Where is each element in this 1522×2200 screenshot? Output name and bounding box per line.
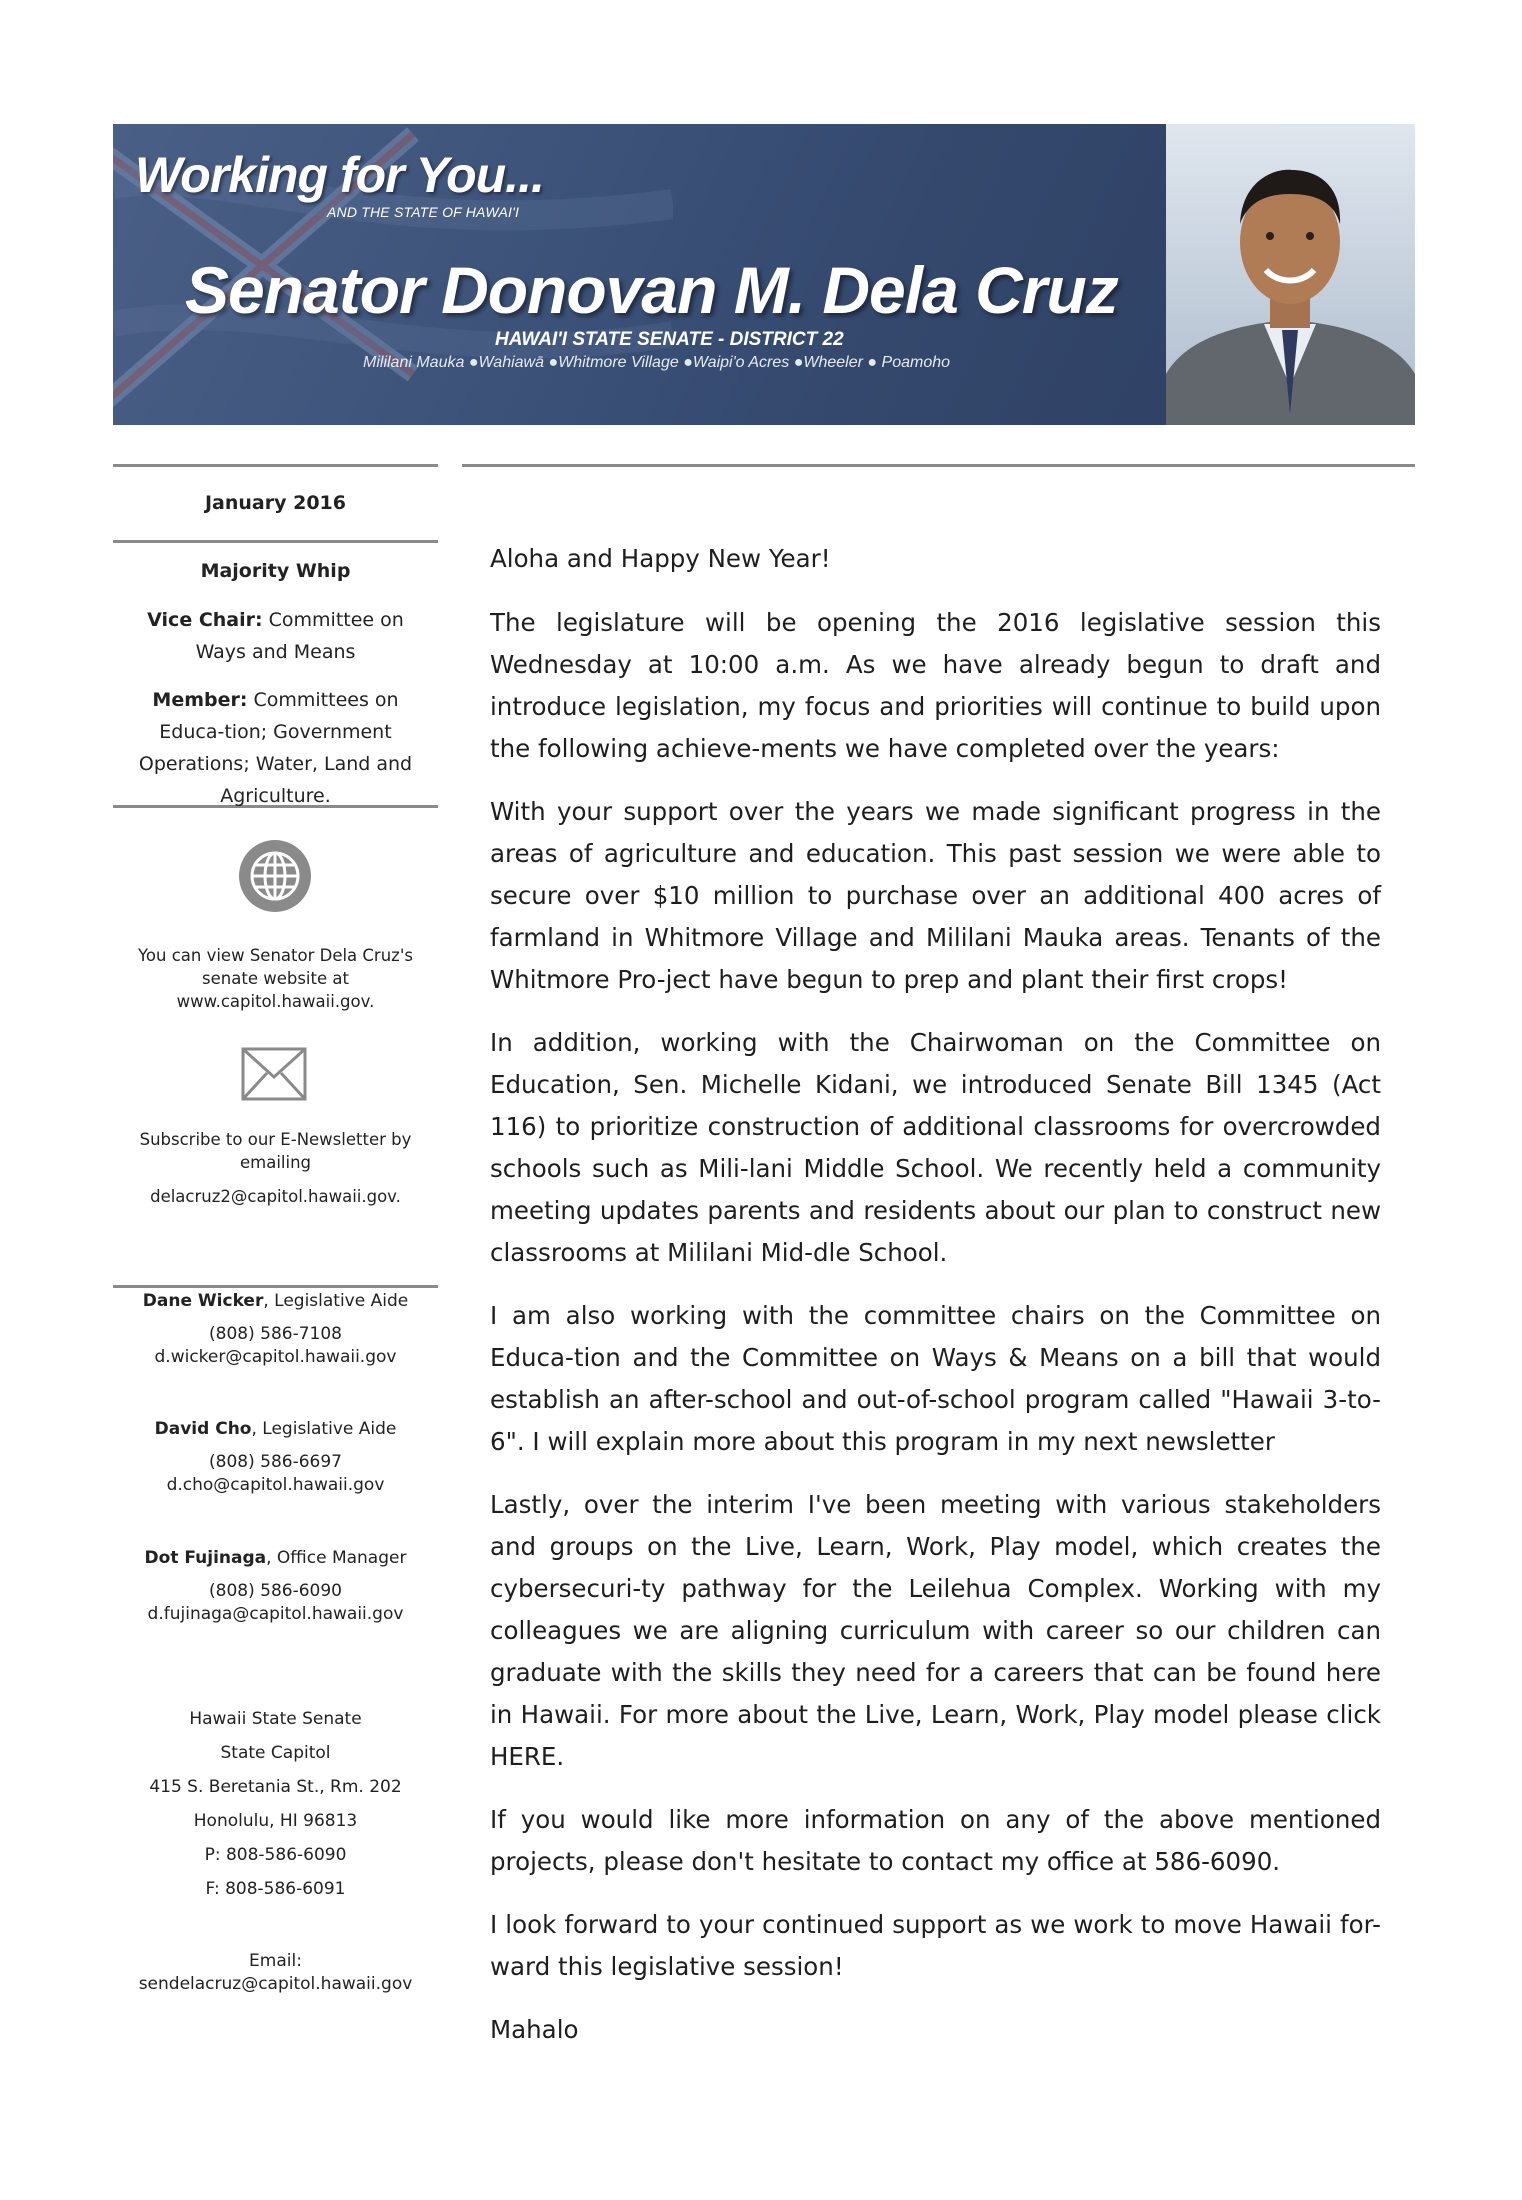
paragraph: The legislature will be opening the 2016 legislative session this Wednesday at 10:00 a.m. As we have already begun to draft and introduce legislation, my focus and priorities will continue to build upon the following achieve-ments we have completed over the years: <box>490 608 1381 763</box>
vice-chair-text: Committee on Ways and Means <box>195 609 404 663</box>
staff-email[interactable]: d.fujinaga@capitol.hawaii.gov <box>147 1604 404 1624</box>
subscribe-note <box>113 1128 438 1208</box>
member-text: Committees on Educa-tion; Government Operations; Water, Land and Agriculture. <box>138 689 413 807</box>
address-line: Honolulu, HI 96813 <box>193 1811 358 1831</box>
website-note <box>113 944 438 1013</box>
sidebar-rule-4 <box>113 1285 438 1288</box>
mail-icon <box>241 1047 307 1101</box>
staff-phone: (808) 586-7108 <box>209 1324 342 1344</box>
main-top-rule <box>462 464 1415 467</box>
address-line: State Capitol <box>220 1743 331 1763</box>
website-line-2: senate website at <box>202 969 349 988</box>
office-email <box>113 1950 438 1996</box>
paragraph: Lastly, over the interim I've been meeting with various stakeholders and groups on the Live, Learn, Work, Play model, which creates the cybersecuri-ty pathway for the Leilehua Complex. Working with my colleagues we are aligning curriculum with career so our children can graduate with the skills they need for a careers that can be found here in Hawaii. For more about the Live, Learn, Work, Play model please click HERE. <box>490 1490 1381 1771</box>
sign-off: Mahalo <box>490 2015 579 2044</box>
office-phone: P: 808-586-6090 <box>204 1845 347 1865</box>
sidebar-rule-2 <box>113 540 438 543</box>
staff-email[interactable]: d.wicker@capitol.hawaii.gov <box>154 1347 397 1367</box>
district-label: HAWAI'I STATE SENATE - DISTRICT 22 <box>495 329 844 350</box>
office-fax: F: 808-586-6091 <box>205 1879 346 1899</box>
greeting: Aloha and Happy New Year! <box>490 544 831 573</box>
website-line-1: You can view Senator Dela Cruz's <box>138 946 413 965</box>
role-title: Majority Whip <box>200 560 351 582</box>
staff-role: , Legislative Aide <box>263 1291 409 1311</box>
office-email-link[interactable]: sendelacruz@capitol.hawaii.gov <box>138 1974 413 1994</box>
staff-contact <box>113 1290 438 1369</box>
subscribe-line-2: emailing <box>239 1153 312 1172</box>
paragraph: With your support over the years we made significant progress in the areas of agriculture and education. This past session we were able to secure over $10 million to purchase over an additional 400 acres of farmland in Whitmore Village and Mililani Mauka areas. Tenants of the Whitmore Pro-ject have begun to prep and plant their first crops! <box>490 797 1381 994</box>
staff-phone: (808) 586-6697 <box>209 1452 342 1472</box>
staff-email[interactable]: d.cho@capitol.hawaii.gov <box>166 1475 385 1495</box>
staff-role: , Legislative Aide <box>251 1419 397 1439</box>
staff-contact <box>113 1547 438 1626</box>
staff-phone: (808) 586-6090 <box>209 1581 342 1601</box>
staff-name: David Cho <box>154 1419 252 1439</box>
globe-icon <box>238 839 312 913</box>
sidebar-top-rule <box>113 464 438 467</box>
subscribe-email-link[interactable]: delacruz2@capitol.hawaii.gov. <box>150 1187 401 1206</box>
office-address <box>113 1702 438 1906</box>
member-label: Member: <box>152 689 248 711</box>
paragraph: I look forward to your continued support as we work to move Hawaii for-ward this legislative session! <box>490 1910 1381 1981</box>
paragraph: I am also working with the committee chairs on the Committee on Educa-tion and the Committee on Ways & Means on a bill that would establish an after-school and out-of-school program called "Hawaii 3-to-6". I will explain more about this program in my next newsletter <box>490 1301 1381 1456</box>
paragraph: If you would like more information on any of the above mentioned projects, please don't hesitate to contact my office at 586-6090. <box>490 1805 1381 1876</box>
tagline-subtitle: AND THE STATE OF HAWAI'I <box>327 204 520 220</box>
vice-chair-info <box>123 604 428 668</box>
staff-role: , Office Manager <box>266 1548 407 1568</box>
staff-name: Dane Wicker <box>142 1291 264 1311</box>
vice-chair-label: Vice Chair: <box>147 609 263 631</box>
website-link[interactable]: www.capitol.hawaii.gov. <box>176 992 375 1011</box>
email-label: Email: <box>249 1951 302 1971</box>
address-line: Hawaii State Senate <box>189 1709 362 1729</box>
subscribe-line-1: Subscribe to our E-Newsletter by <box>139 1130 412 1149</box>
senator-portrait <box>1166 124 1415 425</box>
newsletter-date: January 2016 <box>204 492 346 514</box>
letter-body <box>490 538 1381 2072</box>
paragraph: In addition, working with the Chairwoman on the Committee on Education, Sen. Michelle Kidani, we introduced Senate Bill 1345 (Act 116) to prioritize construction of additional classrooms for overcrowded schools such as Mili-lani Middle School. We recently held a community meeting updates parents and residents about our plan to construct new classrooms at Mililani Mid-dle School. <box>490 1028 1381 1267</box>
member-info <box>119 684 432 812</box>
staff-contact <box>113 1418 438 1497</box>
district-areas: Mililani Mauka ●Wahiawā ●Whitmore Village ●Waipi'o Acres ●Wheeler ● Poamoho <box>363 354 951 371</box>
address-line: 415 S. Beretania St., Rm. 202 <box>149 1777 402 1797</box>
staff-name: Dot Fujinaga <box>144 1548 267 1568</box>
senator-name: Senator Donovan M. Dela Cruz <box>185 253 1118 327</box>
tagline: Working for You... <box>135 147 544 203</box>
header-banner <box>113 124 1415 425</box>
